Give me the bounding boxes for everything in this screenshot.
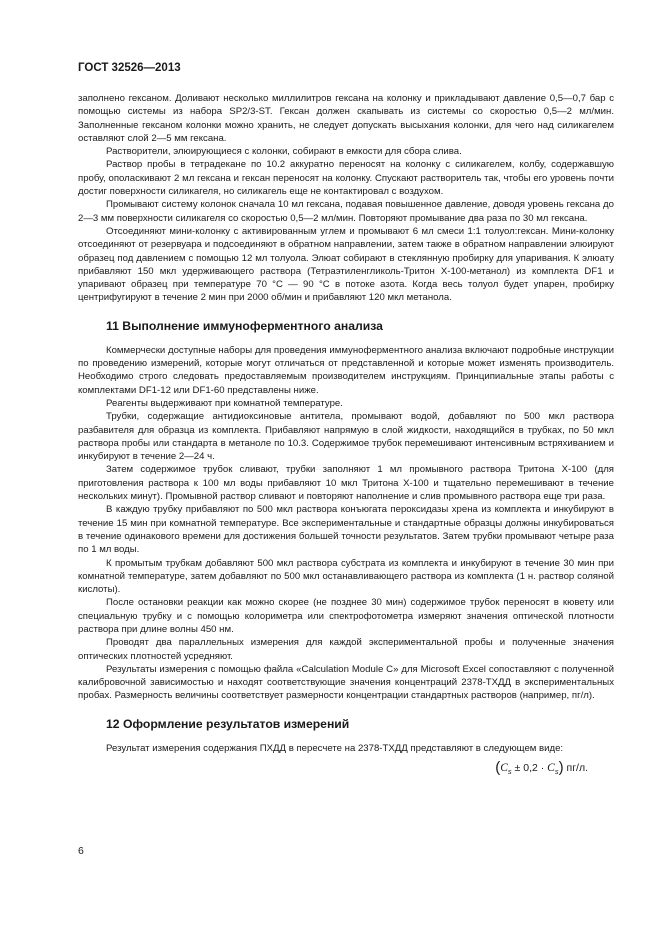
document-header: ГОСТ 32526—2013 <box>78 62 181 74</box>
paragraph: Реагенты выдерживают при комнатной температуре. <box>106 397 343 409</box>
paragraph: Результаты измерения с помощью файла «Calculation Module C» для Microsoft Excel сопоставляют с полученной калибровочной зависимостью и находят соответствующие значения концентраций 2378-ТХДД в экспериментальных пробах. Размерность величины соответствует размерности концентрации стандартных растворов (например, пг/л). <box>78 663 614 702</box>
formula-close-paren: ) <box>558 759 564 777</box>
paragraph: К промытым трубкам добавляют 500 мкл раствора субстрата из комплекта и инкубируют в течение 30 мин при комнатной температуре, затем добавляют по 500 мкл останавливающего раствора из комплекта (1 н. раствор соляной кислоты). <box>78 557 614 596</box>
paragraphs-group-c <box>78 742 614 755</box>
formula-plus-minus: ± 0,2 · <box>514 762 545 775</box>
paragraph: Коммерчески доступные наборы для проведения иммуноферментного анализа включают подробные инструкции по проведению измерений, которые могут отличаться от представленной и которые может изменять производитель. Необходимо строго следовать предоставляемым производителем инструкциям. Принципиальные этапы работы с комплектами DF1-12 или DF1-60 представлены ниже. <box>78 344 614 396</box>
formula-variable: C <box>500 762 508 775</box>
paragraph: Отсоединяют мини-колонку с активированным углем и промывают 6 мл смеси 1:1 толуол:гексан. Мини-колонку отсоединяют от резервуара и подсоединяют в обратном направлении, затем также в обратном направлении элюируют образец под давлением с помощью 12 мл толуола. Элюат собирают в стеклянную пробирку для упаривания. К элюату прибавляют 150 мкл удерживающего раствора (Тетраэтиленгликоль-Тритон Х-100-метанол) из комплекта DF1 и упаривают образец при температуре 70 °С — 90 °С в потоке азота. Когда весь толуол будет упарен, пробирку центрифугируют в течение 2 мин при 2000 об/мин и прибавляют 120 мкл метанола. <box>78 225 614 304</box>
paragraph: заполнено гексаном. Доливают несколько миллилитров гексана на колонку и прикладывают давление 0,5—0,7 бар с помощью системы из набора SP2/3-ST. Гексан должен скапывать из системы со скоростью 0,5—2 мл/мин. Заполненные гексаном колонки можно хранить, не следует допускать высыхания колонки, для чего над силикагелем оставляют слой 2—5 мм гексана. <box>78 93 614 144</box>
formula-unit: пг/л. <box>566 762 588 775</box>
formula-open-paren: ( <box>495 759 501 777</box>
document-body <box>78 92 614 777</box>
formula-variable-2: C <box>547 762 555 775</box>
formula-subscript-2: s <box>554 767 559 777</box>
paragraph: Промывают систему колонок сначала 10 мл гексана, подавая повышенное давление, доводя уровень гексана до 2—3 мм поверхности силикагеля со скоростью 0,5—2 мл/мин. Повторяют промывание два раза по 30 мл гексана. <box>78 199 614 224</box>
paragraph: Результат измерения содержания ПХДД в пересчете на 2378-ТХДД представляют в следующем виде: <box>106 742 564 754</box>
paragraph: Затем содержимое трубок сливают, трубки заполняют 1 мл промывного раствора Тритона Х-100 (для приготовления раствора к 100 мл воды прибавляют 10 мкл Тритона Х-100 и тщательно перемешивают в течение нескольких минут). Промывной раствор сливают и повторяют наполнение и слив промывного раствора еще три раза. <box>78 464 614 503</box>
paragraph: После остановки реакции как можно скорее (не позднее 30 мин) содержимое трубок переносят в кювету или специальную трубку и с помощью колориметра или спектрофотометра измеряют значения оптической плотности раствора при длине волны 450 нм. <box>78 597 614 635</box>
formula-subscript: s <box>507 767 512 777</box>
paragraph: Трубки, содержащие антидиоксиновые антитела, промывают водой, добавляют по 500 мкл раствора разбавителя для образца из комплекта. Прибавляют напрямую в слой жидкости, находящийся в трубках, по 50 мкл раствора пробы или стандарта в метаноле по 10.3. Содержимое трубок перемешивают интенсивным встряхиванием и инкубируют в течение 2—24 ч. <box>78 411 614 463</box>
section-title-11: 11 Выполнение иммуноферментного анализа <box>106 318 383 333</box>
paragraphs-group-a <box>78 92 614 305</box>
paragraph: Растворители, элюирующиеся с колонки, собирают в емкости для сбора слива. <box>106 146 462 158</box>
paragraph: Раствор пробы в тетрадекане по 10.2 аккуратно переносят на колонку с силикагелем, колбу, содержавшую пробу, ополаскивают 2 мл гексана и гексан переносят на колонку. Спускают растворитель так, чтобы его уровень почти достиг поверхности силикагеля, но силикагель еще не контактировал с воздухом. <box>78 159 614 198</box>
paragraph: В каждую трубку прибавляют по 500 мкл раствора конъюгата пероксидазы хрена из комплекта и инкубируют в течение 15 мин при комнатной температуре. Все экспериментальные и стандартные образцы должны инкубироваться в течение одинакового времени для достижения большей точности результатов. Затем трубки промывают четыре раза по 1 мл воды. <box>78 504 614 556</box>
paragraphs-group-b <box>78 344 614 703</box>
paragraph: Проводят два параллельных измерения для каждой экспериментальной пробы и полученные значения оптических плотностей усредняют. <box>78 637 614 662</box>
page-number: 6 <box>78 845 84 857</box>
result-formula <box>78 759 614 777</box>
section-title-12: 12 Оформление результатов измерений <box>106 716 350 731</box>
